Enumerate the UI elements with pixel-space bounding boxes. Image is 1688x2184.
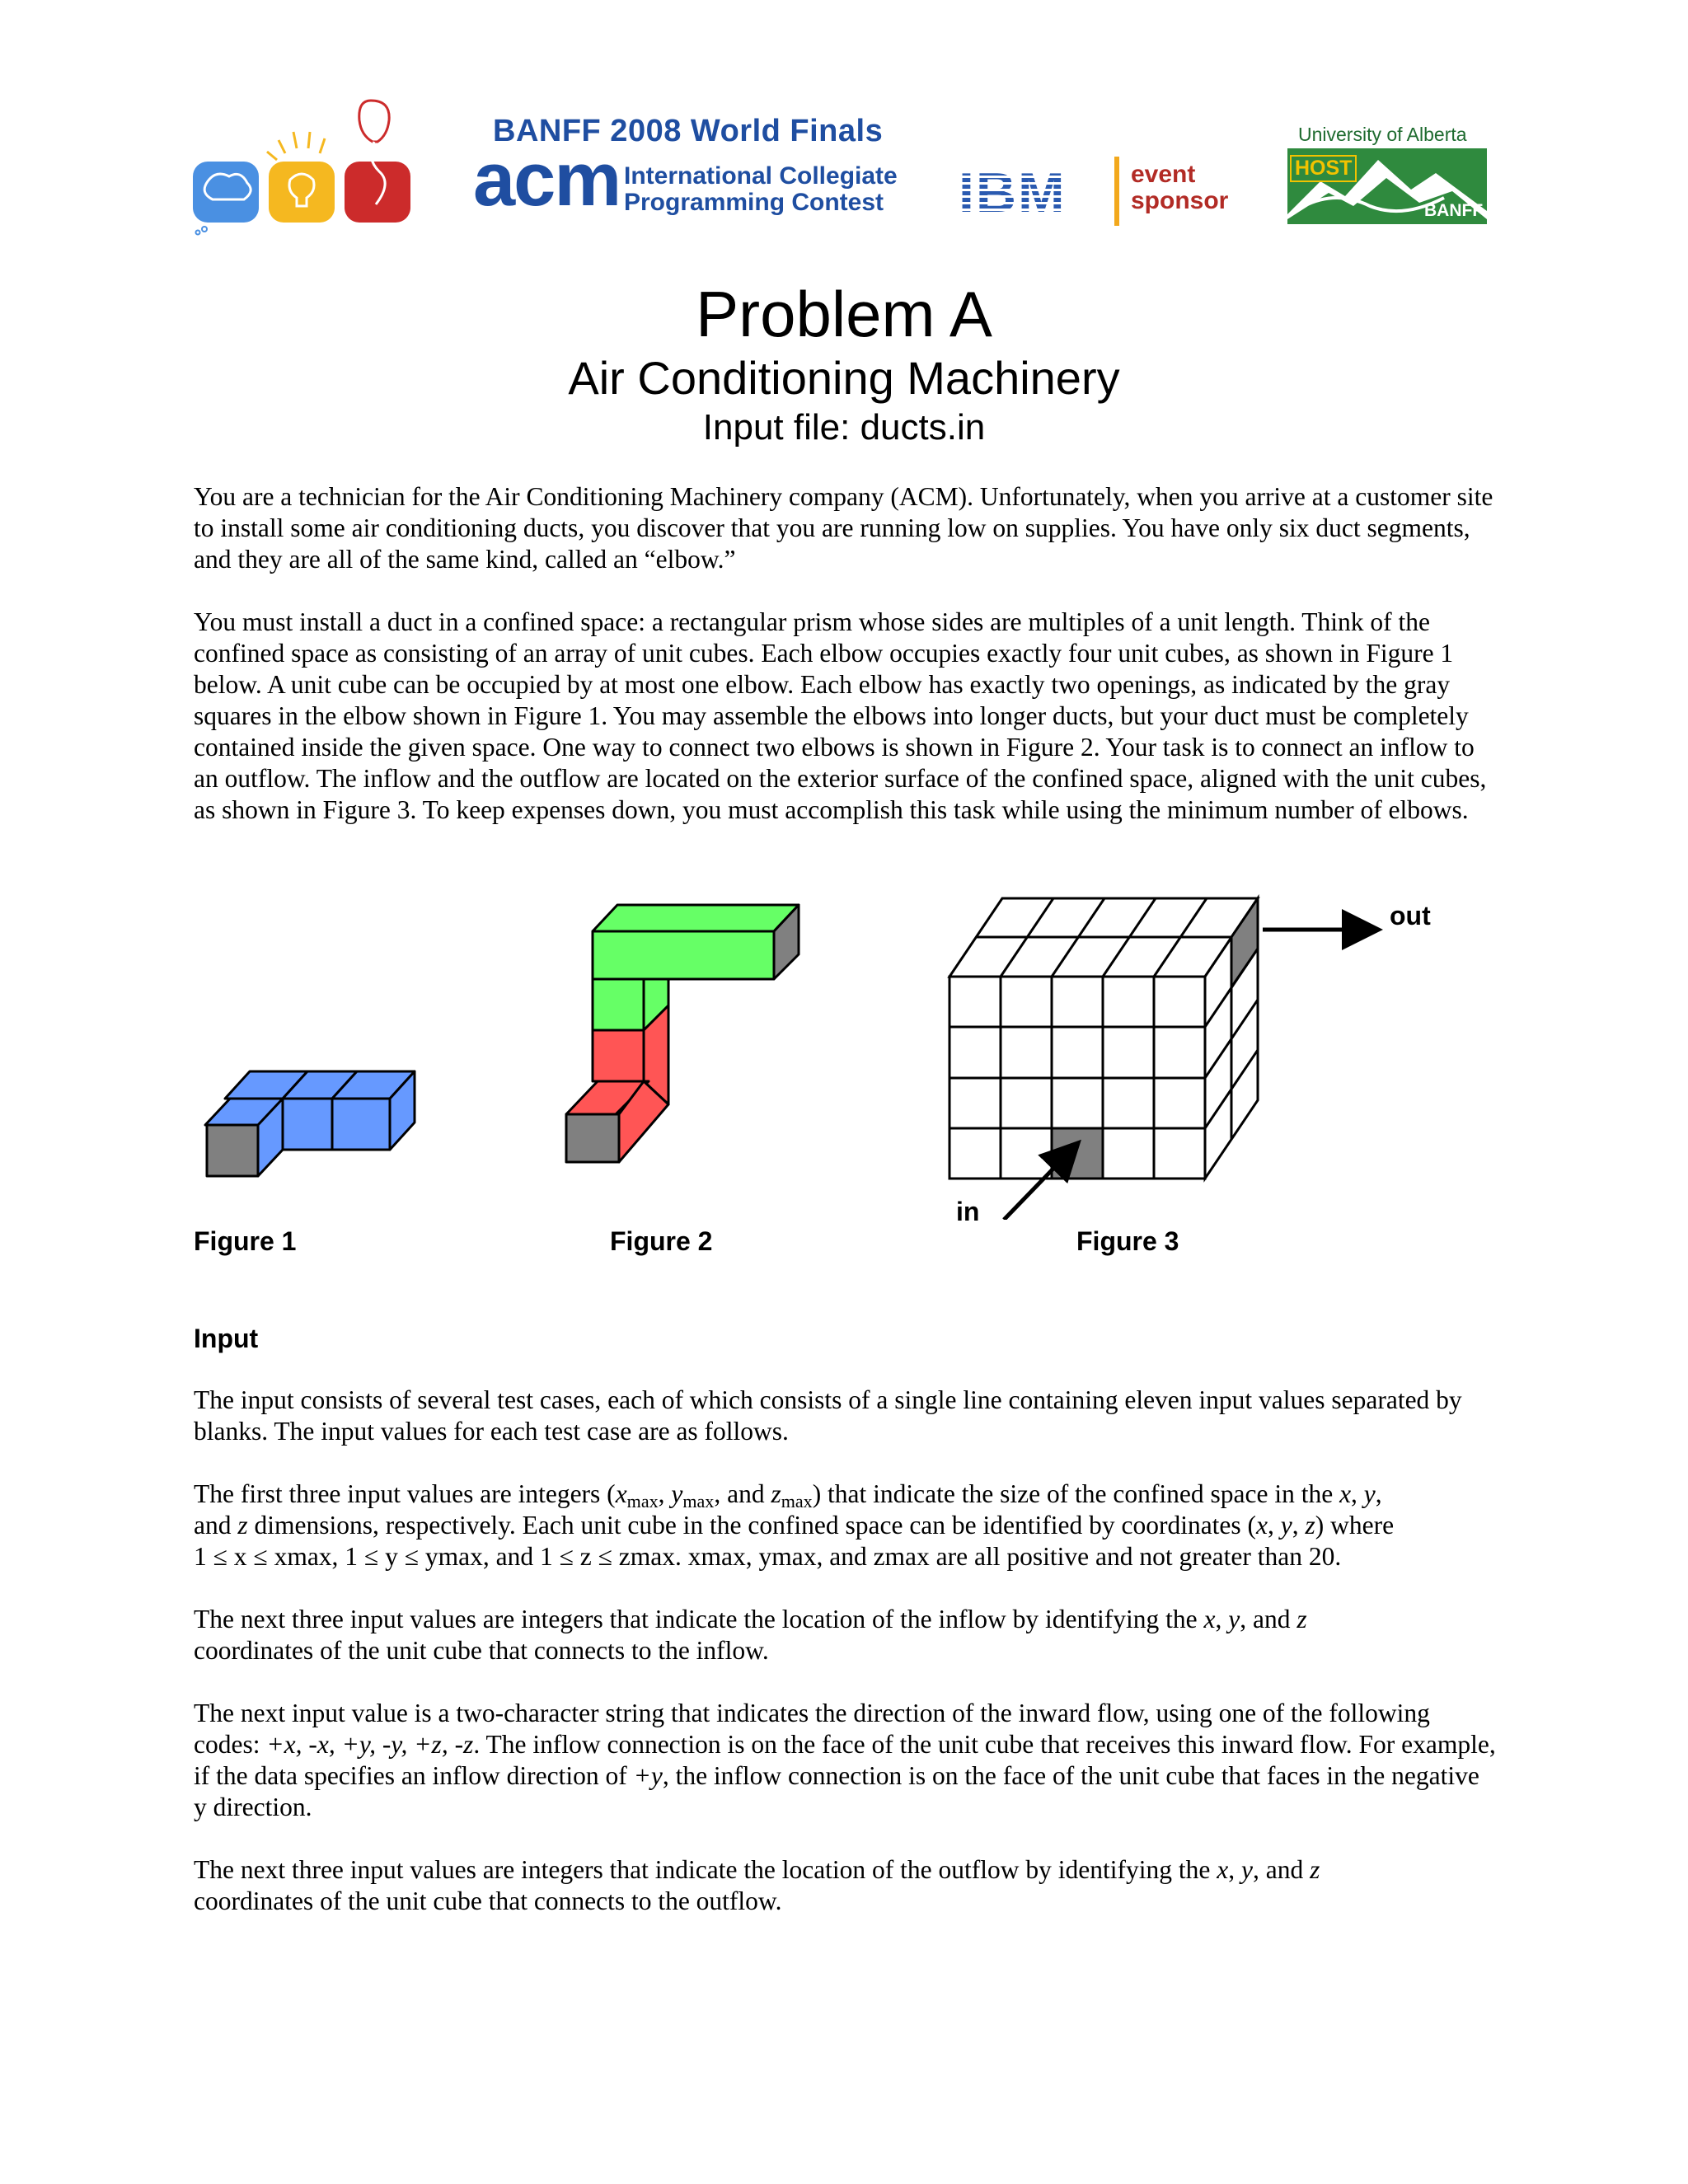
figure-3-label: Figure 3 bbox=[1076, 1226, 1179, 1256]
input-paragraph-4: The next input value is a two-character string that indicates the direction of the inward flow, using one of the following codes: +x, -x, +y, -y, +z, -z. The inflow connection is on the face of the unit cube that receives this inward flow. For example, if the data specifies an inflow direction of +y, the inflow connection is on the face of the unit cube that faces in the negative y direction. bbox=[194, 1699, 1496, 1821]
sponsor-line-2: sponsor bbox=[1131, 187, 1229, 214]
input-paragraph-3: The next three input values are integers that indicate the location of the inflow by identifying the x, y, and z coordinates of the unit cube that connects to the inflow. bbox=[194, 1605, 1307, 1665]
input-file: Input file: ducts.in bbox=[702, 407, 986, 448]
coordinate-bounds: 1 ≤ x ≤ xmax, 1 ≤ y ≤ ymax, and 1 ≤ z ≤ zmax. xmax, ymax, and zmax are all positive and not greater than 20. bbox=[194, 1542, 1342, 1571]
problem-name: Air Conditioning Machinery bbox=[568, 352, 1120, 404]
host-university: University of Alberta bbox=[1298, 124, 1467, 145]
figure-1-label: Figure 1 bbox=[194, 1226, 297, 1256]
sponsor-label bbox=[1131, 162, 1228, 214]
figure-3-confined-space bbox=[940, 890, 1451, 1220]
contest-year-line: BANFF 2008 World Finals bbox=[493, 114, 884, 148]
input-paragraph-2: The first three input values are integers ($x_{max}$, $y_{max}$, and $z_{max}$) that indicate the size of the confined space in the x, y, and z dimensions, respectively. Each unit cube in the confined space can be identified by coordinates (x, y, z) where 1 ≤ x ≤ xmax, 1 ≤ y ≤ ymax, and 1 ≤ z ≤ zmax. xmax, ymax, and zmax are all positive and not greater than 20. bbox=[194, 1479, 1395, 1571]
host-badge: HOST bbox=[1290, 155, 1357, 182]
in-label: in bbox=[956, 1197, 980, 1226]
out-label: out bbox=[1390, 901, 1431, 930]
problem-title: Problem A bbox=[696, 278, 992, 350]
figure-1-elbow bbox=[202, 1067, 424, 1183]
sponsor-line-1: event bbox=[1131, 161, 1196, 188]
input-paragraph-1: The input consists of several test cases, each of which consists of a single line containing eleven input values separated by blanks. The input values for each test case are as follows. bbox=[194, 1385, 1462, 1446]
intro-paragraph-1: You are a technician for the Air Conditioning Machinery company (ACM). Unfortunately, when you arrive at a customer site to install some air conditioning ducts, you discover that you are running low on supplies. You have only six duct segments, and they are all of the same kind, called an “elbow.” bbox=[194, 482, 1493, 574]
figure-2-label: Figure 2 bbox=[610, 1226, 713, 1256]
icpc-yellow-shape bbox=[269, 162, 335, 223]
ibm-logo: IBM bbox=[959, 162, 1067, 224]
contest-name-line-2: Programming Contest bbox=[624, 189, 884, 216]
sponsor-divider bbox=[1114, 157, 1119, 226]
host-city: BANFF bbox=[1424, 201, 1484, 220]
page-header bbox=[0, 0, 1688, 264]
contest-name bbox=[624, 163, 898, 216]
input-paragraph-5: The next three input values are integers that indicate the location of the outflow by identifying the x, y, and z coordinates of the unit cube that connects to the outflow. bbox=[194, 1855, 1320, 1915]
intro-paragraph-2: You must install a duct in a confined space: a rectangular prism whose sides are multiples of a unit length. Think of the confined space as consisting of an array of unit cubes. Each elbow occupies exactly four unit cubes, as shown in Figure 1 below. A unit cube can be occupied by at most one elbow. Each elbow has exactly two openings, as indicated by the gray squares in the elbow shown in Figure 1. You may assemble the elbows into longer ducts, but your duct must be completely contained inside the given space. One way to connect two elbows is shown in Figure 2. Your task is to connect an inflow to an outflow. The inflow and the outflow are located on the exterior surface of the confined space, aligned with the unit cubes, as shown in Figure 3. To keep expenses down, you must accomplish this task while using the minimum number of elbows. bbox=[194, 607, 1487, 824]
acm-wordmark: acm bbox=[473, 138, 621, 222]
contest-name-line-1: International Collegiate bbox=[624, 162, 898, 190]
icpc-blue-shape bbox=[193, 162, 259, 223]
input-heading: Input bbox=[194, 1324, 259, 1353]
figure-2-connected-elbows bbox=[565, 898, 804, 1187]
inflow-cell bbox=[1052, 1128, 1103, 1179]
icpc-logo-icon bbox=[188, 91, 419, 239]
